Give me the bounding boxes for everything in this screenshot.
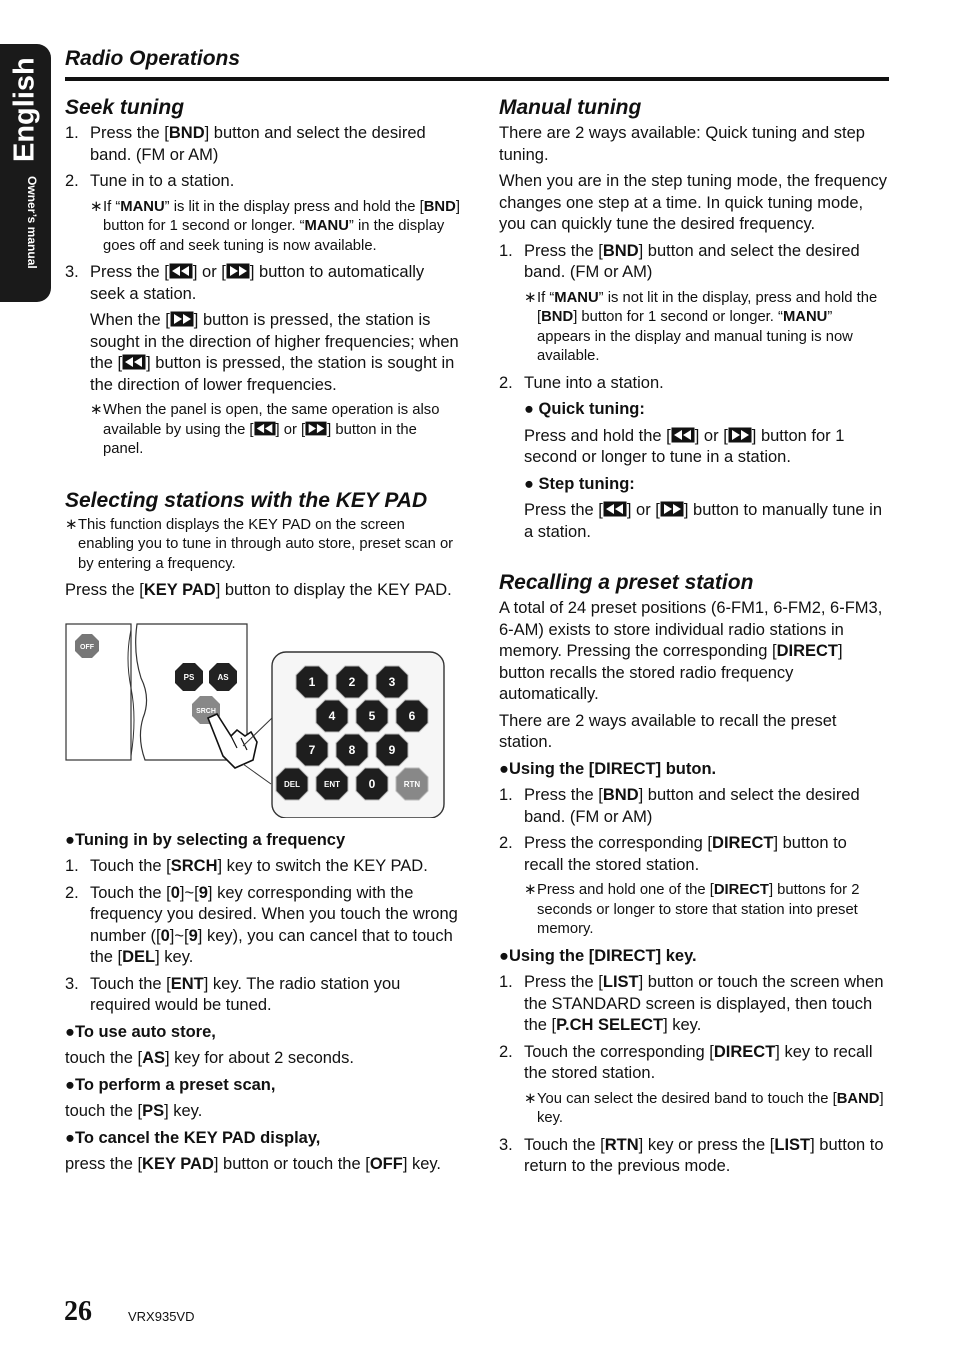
language-label: English [8, 57, 41, 162]
keypad-key-label: 1 [308, 674, 316, 689]
keypad-key-label: 7 [308, 742, 316, 757]
keypad-key-7 [296, 734, 328, 766]
keypad-key-label: 4 [328, 708, 336, 723]
paragraph: When you are in the step tuning mode, the frequency changes one step at a time. In quick tuning mode, you can quickly tune the desired frequency. [499, 172, 887, 233]
paragraph: Press the [ ] or [ ] button to manually tune in a station. [524, 501, 883, 541]
keypad-key-label: 6 [408, 708, 416, 723]
keypad-key-6 [396, 700, 428, 732]
bullet-heading: ●Using the [DIRECT] key. [499, 946, 697, 965]
note: ∗ If “MANU” is lit in the display press and hold the [BND] button for 1 second or longer. “MANU” in the display goes off and seek tuning is now available. [90, 198, 460, 254]
keypad-key-3 [376, 666, 408, 698]
keypad-key-0 [356, 768, 388, 800]
quick-tuning-label: ● Quick tuning: [524, 400, 645, 418]
seek-down-icon [122, 354, 146, 370]
keypad-key-label: RTN [403, 779, 421, 789]
bullet-heading: ●To cancel the KEY PAD display, [65, 1128, 321, 1147]
seek-up-icon [226, 263, 250, 279]
keypad-illustration [65, 618, 445, 818]
model-number: VRX935VD [128, 1309, 195, 1324]
list-item: 1. Press the [BND] button and select the desired band. (FM or AM) [65, 124, 426, 164]
left-column [65, 95, 460, 1181]
list-item: 3. Touch the [RTN] key or press the [LIST] button to return to the previous mode. [499, 1135, 884, 1175]
keypad-key-label: 5 [368, 708, 376, 723]
list-item: 2. Tune in to a station. [65, 172, 235, 190]
seek-down-icon [169, 263, 193, 279]
list-item: 3. Press the [ ] or [ ] button to automatically seek a station. [65, 263, 425, 303]
note: ∗ This function displays the KEY PAD on the screen enabling you to tune in through auto store, preset scan or by entering a frequency. [65, 516, 454, 572]
seek-up-icon [170, 311, 194, 327]
seek-up-icon [728, 427, 752, 443]
off-key [75, 634, 99, 658]
svg-text:AS: AS [217, 672, 229, 682]
keypad-key-9 [376, 734, 408, 766]
list-item: 2. Tune into a station. [499, 373, 664, 392]
list-item: 2. Touch the corresponding [DIRECT] key to recall the stored station. [499, 1042, 873, 1082]
keypad-key-label: 3 [388, 674, 396, 689]
seek-up-icon [660, 501, 684, 517]
note: ∗ Press and hold one of the [DIRECT] buttons for 2 seconds or longer to store that station into preset memory. [524, 882, 860, 937]
ps-key [175, 663, 203, 691]
note: ∗ You can select the desired band to touch the [BAND] key. [524, 1090, 884, 1126]
section-title: Radio Operations [65, 47, 241, 70]
svg-text:PS: PS [183, 672, 195, 682]
paragraph: A total of 24 preset positions (6-FM1, 6-FM2, 6-FM3, 6-AM) exists to store individual radio stations in memory. Pressing the corresponding [DIRECT] button recalls the stored radio frequency automatically. [499, 599, 883, 703]
svg-text:OFF: OFF [80, 643, 94, 651]
keypad-heading: Selecting stations with the KEY PAD [65, 488, 428, 512]
step-tuning-label: ● Step tuning: [524, 474, 635, 493]
seek-down-icon [671, 427, 695, 443]
manual-tuning-heading: Manual tuning [499, 96, 642, 119]
keypad-key-ent [316, 768, 348, 800]
keypad-key-rtn [396, 768, 428, 800]
svg-text:SRCH: SRCH [196, 707, 216, 715]
keypad-key-del [276, 768, 308, 800]
list-item: 1. Press the [BND] button and select the desired band. (FM or AM) [499, 241, 860, 281]
seek-down-icon [603, 501, 627, 517]
as-key [209, 663, 237, 691]
paragraph: There are 2 ways available to recall the preset station. [499, 711, 837, 751]
paragraph: touch the [AS] key for about 2 seconds. [65, 1049, 354, 1067]
seek-down-icon [254, 421, 276, 436]
preset-heading: Recalling a preset station [499, 571, 754, 594]
page-number: 26 [64, 1296, 92, 1327]
list-item: 3. Touch the [ENT] key. The radio station you required would be tuned. [65, 974, 401, 1014]
list-item: 2. Touch the [0]~[9] key corresponding with the frequency you desired. When you touch the wrong number ([0]~[9] key), you can cancel that to touch the [DEL] key. [65, 883, 458, 966]
paragraph: press the [KEY PAD] button or touch the [OFF] key. [65, 1155, 442, 1173]
seek-up-icon [305, 421, 327, 436]
owners-manual-label: Owner’s manual [25, 176, 39, 269]
keypad-key-label: 8 [348, 742, 356, 757]
list-item: 1. Press the [LIST] button or touch the screen when the STANDARD screen is displayed, then touch the [P.CH SELECT] key. [499, 973, 884, 1034]
paragraph: Press and hold the [ ] or [ ] button for 1 second or longer to tune in a station. [524, 426, 845, 466]
list-item: 1. Touch the [SRCH] key to switch the KEY PAD. [65, 857, 428, 875]
keypad-figure [65, 618, 445, 818]
bullet-heading: ●To use auto store, [65, 1022, 216, 1041]
keypad-key-8 [336, 734, 368, 766]
keypad-key-label: 2 [348, 674, 356, 689]
list-item: 2. Press the corresponding [DIRECT] button to recall the stored station. [499, 834, 847, 874]
keypad-key-2 [336, 666, 368, 698]
list-item: 1. Press the [BND] button and select the desired band. (FM or AM) [499, 786, 860, 826]
keypad-key-label: DEL [284, 779, 300, 789]
keypad-key-1 [296, 666, 328, 698]
bullet-heading: ●To perform a preset scan, [65, 1075, 276, 1094]
bullet-heading: ●Using the [DIRECT] buton. [499, 759, 717, 778]
keypad-key-label: 0 [368, 776, 376, 791]
keypad-key-5 [356, 700, 388, 732]
note: ∗ When the panel is open, the same operation is also available by using the [ ] or [ ] button in the panel. [90, 402, 440, 457]
header-rule [65, 77, 889, 81]
paragraph: Press the [KEY PAD] button to display the KEY PAD. [65, 581, 452, 599]
bullet-heading: ●Tuning in by selecting a frequency [65, 830, 346, 849]
paragraph: touch the [PS] key. [65, 1102, 203, 1120]
keypad-key-label: 9 [388, 742, 396, 757]
seek-tuning-heading: Seek tuning [65, 96, 185, 119]
right-column [499, 95, 889, 1183]
note: ∗ If “MANU” is not lit in the display, press and hold the [BND] button for 1 second or longer. “MANU” appears in the display and manual tuning is now available. [524, 289, 878, 364]
keypad-key-4 [316, 700, 348, 732]
keypad-key-label: ENT [324, 779, 340, 789]
paragraph: When the [ ] button is pressed, the station is sought in the direction of higher frequencies; when the [ ] button is pressed, the station is sought in the direction of lower frequencies. [90, 311, 459, 394]
paragraph: There are 2 ways available: Quick tuning and step tuning. [499, 124, 865, 164]
